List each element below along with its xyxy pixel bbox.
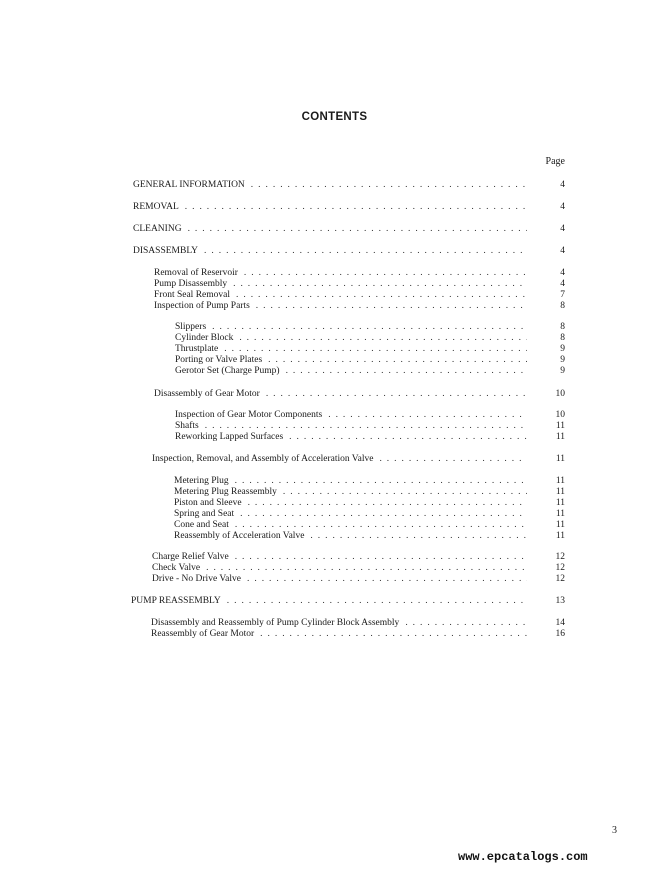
toc-entry: [175, 432, 565, 443]
toc-entry-label: Drive - No Drive Valve: [152, 574, 241, 584]
toc-entry-page: 11: [555, 421, 565, 431]
toc-entry-label: PUMP REASSEMBLY: [131, 596, 221, 606]
page-title: CONTENTS: [301, 111, 368, 123]
toc-entry: [133, 246, 565, 257]
toc-entry: [154, 301, 565, 312]
toc-entry-page: 14: [555, 618, 565, 628]
toc-entry: [152, 454, 565, 465]
toc-entry-label: Thrustplate: [175, 344, 219, 354]
toc-entry: [154, 279, 565, 290]
toc-leader-dots: [236, 290, 527, 301]
toc-entry: [174, 520, 565, 531]
toc-entry: [175, 421, 565, 432]
toc-entry-label: Pump Disassembly: [154, 279, 228, 289]
toc-entry: [175, 355, 565, 366]
toc-leader-dots: [185, 202, 527, 213]
toc-entry-page: 11: [555, 476, 565, 486]
toc-entry-label: Spring and Seat: [174, 509, 235, 519]
toc-entry-page: 4: [560, 180, 565, 190]
toc-entry-page: 8: [560, 322, 565, 332]
toc-leader-dots: [289, 432, 527, 443]
toc-entry-page: 4: [560, 202, 565, 212]
toc-entry-page: 9: [560, 366, 565, 376]
toc-leader-dots: [204, 246, 527, 257]
toc-entry-label: Metering Plug: [174, 476, 229, 486]
toc-entry-page: 12: [555, 563, 565, 573]
toc-entry-label: Reassembly of Gear Motor: [151, 629, 255, 639]
toc-entry-page: 11: [555, 498, 565, 508]
toc-entry-label: Inspection, Removal, and Assembly of Acceleration Valve: [152, 454, 374, 464]
toc-entry-page: 4: [560, 279, 565, 289]
toc-entry-page: 16: [555, 629, 565, 639]
toc-entry: [131, 596, 565, 607]
toc-entry-page: 11: [555, 520, 565, 530]
toc-leader-dots: [256, 301, 527, 312]
toc-leader-dots: [240, 509, 527, 520]
toc-entry: [154, 290, 565, 301]
toc-entry-label: GENERAL INFORMATION: [133, 180, 245, 190]
toc-entry-label: Inspection of Pump Parts: [154, 301, 250, 311]
toc-leader-dots: [235, 552, 527, 563]
toc-leader-dots: [212, 322, 527, 333]
toc-leader-dots: [227, 596, 527, 607]
toc-entry-label: Inspection of Gear Motor Components: [175, 410, 323, 420]
page-column-header: Page: [545, 156, 565, 167]
toc-leader-dots: [247, 574, 527, 585]
watermark-text: www.epcatalogs.com: [458, 850, 588, 864]
toc-entry-page: 11: [555, 531, 565, 541]
toc-entry-label: Check Valve: [152, 563, 201, 573]
toc-entry-page: 8: [560, 301, 565, 311]
toc-entry-label: DISASSEMBLY: [133, 246, 199, 256]
toc-entry-page: 10: [555, 410, 565, 420]
toc-entry-page: 10: [555, 389, 565, 399]
toc-entry: [174, 509, 565, 520]
toc-entry: [175, 322, 565, 333]
toc-leader-dots: [233, 279, 527, 290]
toc-leader-dots: [188, 224, 527, 235]
toc-entry-label: Shafts: [175, 421, 199, 431]
toc-entry: [174, 498, 565, 509]
toc-leader-dots: [268, 355, 527, 366]
toc-leader-dots: [405, 618, 527, 629]
toc-leader-dots: [328, 410, 527, 421]
toc-leader-dots: [248, 498, 527, 509]
toc-entry-page: 4: [560, 246, 565, 256]
toc-entry-page: 9: [560, 344, 565, 354]
toc-leader-dots: [244, 268, 527, 279]
toc-entry-label: Removal of Reservoir: [154, 268, 238, 278]
toc-entry-label: Slippers: [175, 322, 207, 332]
toc-entry: [154, 268, 565, 279]
toc-leader-dots: [260, 629, 527, 640]
toc-leader-dots: [251, 180, 527, 191]
toc-entry-page: 11: [555, 454, 565, 464]
toc-entry-label: Piston and Sleeve: [174, 498, 242, 508]
toc-entry: [133, 224, 565, 235]
toc-leader-dots: [224, 344, 527, 355]
toc-entry-page: 11: [555, 432, 565, 442]
toc-leader-dots: [286, 366, 527, 377]
toc-entry: [133, 202, 565, 213]
toc-entry-label: Disassembly of Gear Motor: [154, 389, 260, 399]
toc-entry: [174, 487, 565, 498]
toc-leader-dots: [239, 333, 527, 344]
toc-entry-label: CLEANING: [133, 224, 182, 234]
toc-entry: [133, 180, 565, 191]
toc-entry-page: 9: [560, 355, 565, 365]
toc-entry: [175, 366, 565, 377]
toc-entry: [152, 574, 565, 585]
toc-entry-label: Reassembly of Acceleration Valve: [174, 531, 305, 541]
toc-entry-label: Gerotor Set (Charge Pump): [175, 366, 280, 376]
toc-entry-page: 8: [560, 333, 565, 343]
toc-entry: [154, 389, 565, 400]
toc-leader-dots: [235, 520, 527, 531]
toc-leader-dots: [266, 389, 527, 400]
toc-entry-label: Reworking Lapped Surfaces: [175, 432, 284, 442]
toc-entry-page: 11: [555, 487, 565, 497]
toc-leader-dots: [283, 487, 527, 498]
toc-entry-page: 11: [555, 509, 565, 519]
toc-leader-dots: [310, 531, 527, 542]
toc-entry-label: Metering Plug Reassembly: [174, 487, 277, 497]
toc-entry-label: Charge Relief Valve: [152, 552, 229, 562]
toc-entry-label: Disassembly and Reassembly of Pump Cylinder Block Assembly: [151, 618, 400, 628]
toc-leader-dots: [235, 476, 527, 487]
toc-entry: [152, 552, 565, 563]
toc-entry: [151, 618, 565, 629]
toc-entry: [174, 476, 565, 487]
toc-entry: [175, 410, 565, 421]
toc-entry: [152, 563, 565, 574]
toc-entry-page: 4: [560, 268, 565, 278]
toc-leader-dots: [206, 563, 527, 574]
toc-entry-page: 12: [555, 574, 565, 584]
toc-leader-dots: [379, 454, 527, 465]
toc-entry-page: 13: [555, 596, 565, 606]
toc-entry: [174, 531, 565, 542]
toc-leader-dots: [205, 421, 527, 432]
toc-entry-page: 7: [560, 290, 565, 300]
toc-entry-label: Front Seal Removal: [154, 290, 230, 300]
toc-entry: [151, 629, 565, 640]
toc-entry: [175, 344, 565, 355]
toc-entry-page: 12: [555, 552, 565, 562]
toc-entry-label: Cylinder Block: [175, 333, 234, 343]
toc-entry-label: Cone and Seat: [174, 520, 229, 530]
footer-page-number: 3: [612, 825, 617, 836]
toc-entry-label: REMOVAL: [133, 202, 179, 212]
toc-entry: [175, 333, 565, 344]
toc-entry-label: Porting or Valve Plates: [175, 355, 263, 365]
toc-entry-page: 4: [560, 224, 565, 234]
